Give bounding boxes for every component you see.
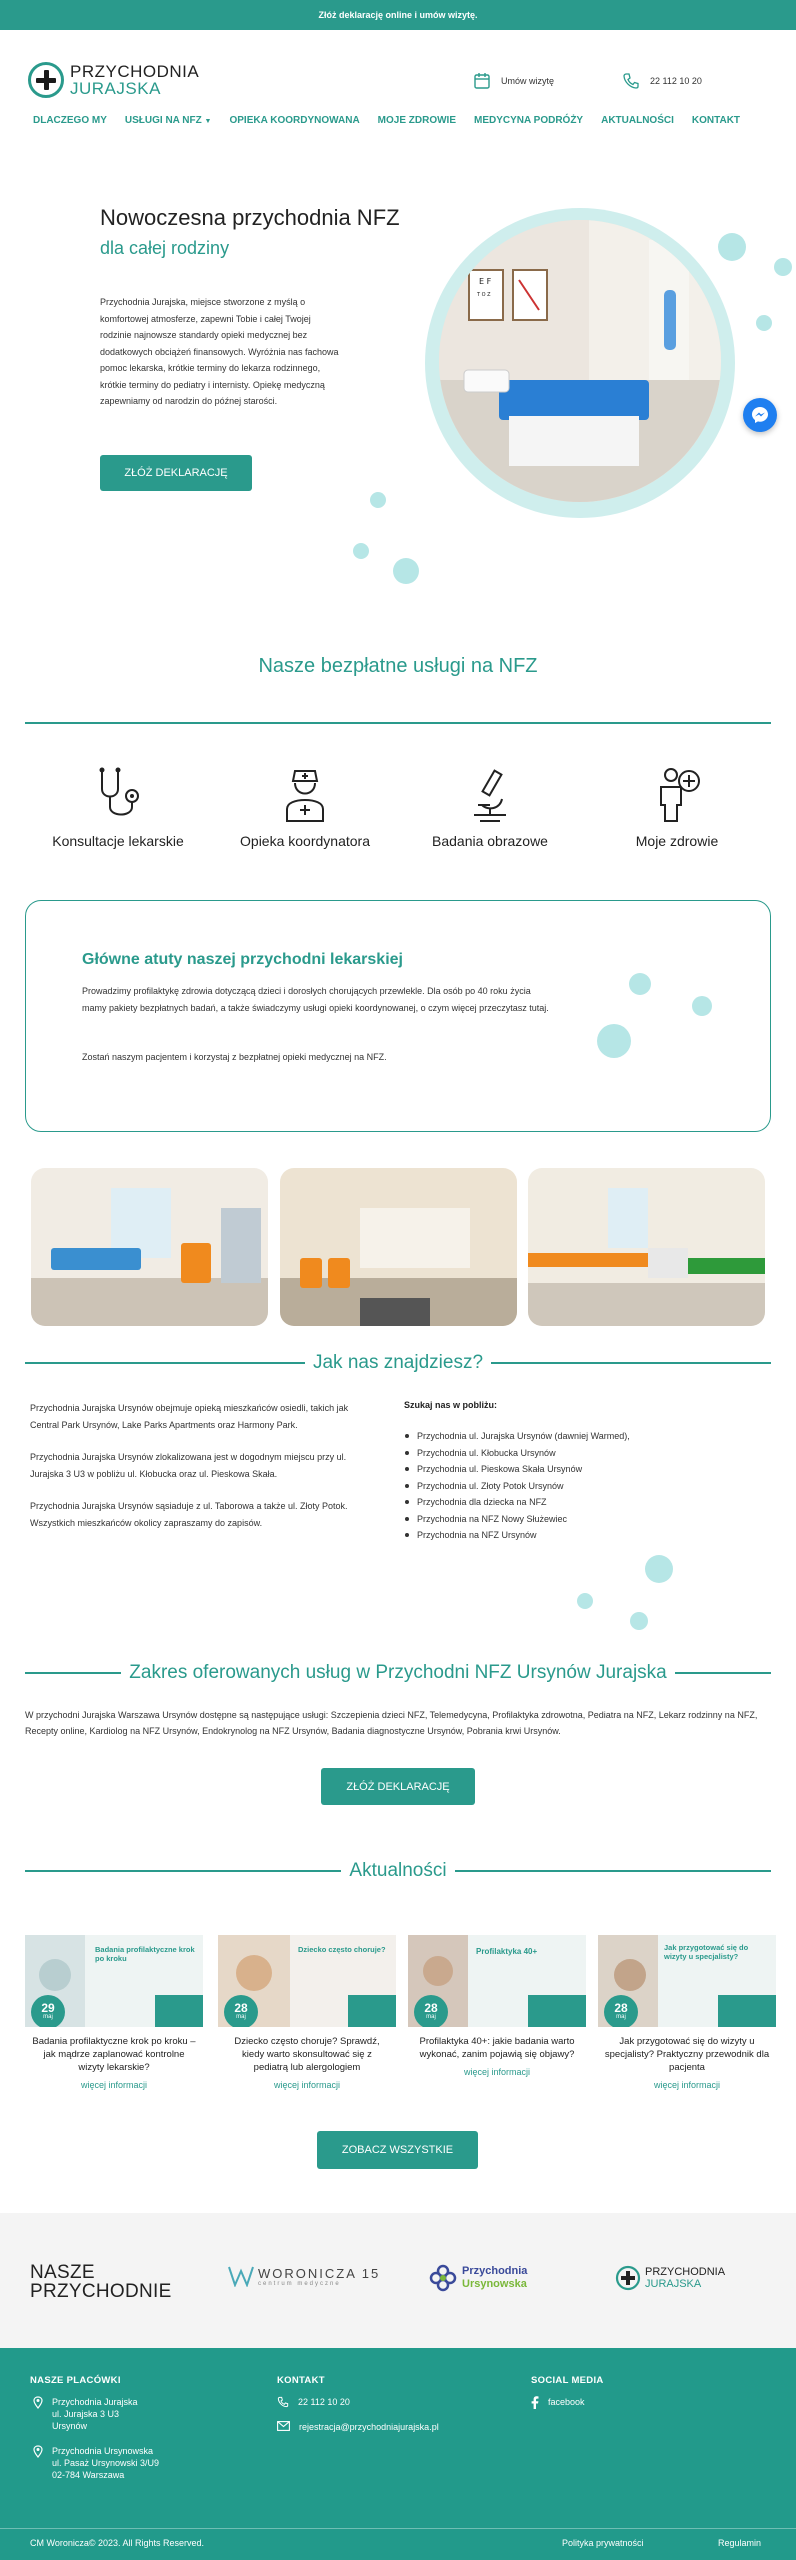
news-more-link[interactable]: więcej informacji — [463, 2067, 531, 2077]
exam-room-illustration — [439, 220, 721, 502]
microscope-icon — [460, 765, 520, 823]
hero-clinic-photo — [425, 208, 735, 518]
main-nav — [33, 115, 758, 126]
news-thumb-title: Jak przygotować się do wizyty u specjalisty? — [664, 1943, 749, 1961]
facebook-icon — [531, 2396, 539, 2409]
decor-bubble — [630, 1612, 648, 1630]
phone-icon — [622, 72, 640, 90]
footer-divider — [0, 2528, 796, 2529]
service-imaging[interactable] — [405, 765, 575, 849]
appointment-label: Umów wizytę — [501, 76, 555, 86]
chevron-down-icon: ▼ — [204, 118, 212, 125]
location-heading — [0, 1352, 796, 1374]
woronicza-sub: centrum medyczne — [258, 2280, 341, 2287]
news-day: 28 — [614, 2001, 628, 2015]
place-1-name: Przychodnia Jurajska — [52, 2397, 138, 2407]
news-more-link[interactable]: więcej informacji — [273, 2080, 341, 2090]
list-item: Przychodnia na NFZ Nowy Służewiec — [404, 1511, 630, 1528]
location-text-3: Przychodnia Jurajska Ursynów sąsiaduje z ul. Taborowa a także ul. Złoty Potok. Wszystkich mieszkańców okolicy zapraszamy do zapisów. — [30, 1501, 348, 1528]
advantages-text: Prowadzimy profilaktykę zdrowia dotyczącą dzieci i dorosłych chorujących przewlekle. Dla osób po 40 roku życia mamy pakiety bezpłatnych badań, a także świadczymy usługi opieki koordynowanej, o czym więcej przeczytasz tutaj. — [82, 986, 549, 1013]
location-text-1: Przychodnia Jurajska Ursynów obejmuje opieką mieszkańców osiedli, takich jak Central Park Ursynów, Lake Parks Apartments oraz Harmony Park. — [30, 1403, 349, 1430]
news-month: maj — [43, 2014, 53, 2020]
list-item: Przychodnia ul. Jurajska Ursynów (dawniej Warmed), — [404, 1428, 630, 1445]
location-title: Jak nas znajdziesz? — [312, 1352, 484, 1373]
news-month: maj — [616, 2014, 626, 2020]
service-label: Opieka koordynatora — [240, 833, 370, 849]
messenger-chat-button[interactable] — [743, 398, 777, 432]
service-my-health[interactable] — [592, 765, 762, 849]
news-day: 28 — [234, 2001, 248, 2015]
footer-facebook-link[interactable] — [531, 2396, 585, 2409]
woronicza-logo[interactable] — [228, 2265, 380, 2287]
svg-text:T O Z: T O Z — [477, 292, 491, 298]
service-label: Badania obrazowe — [432, 833, 548, 849]
advantages-title: Główne atuty naszej przychodni lekarskiej — [82, 951, 403, 968]
top-announcement-bar[interactable] — [0, 0, 796, 30]
decor-bubble — [393, 558, 419, 584]
woronicza-name: WORONICZA 15 — [258, 2265, 381, 2281]
privacy-policy-link[interactable]: Polityka prywatności — [562, 2538, 644, 2548]
hero-description: Przychodnia Jurajska, miejsce stworzone z myślą o komfortowej atmosferze, zapewni Tobie i całej Twojej rodzinie najnowsze standardy opieki medycznej bez dodatkowych obciążeń finansowych. Wyróżnia nas fachowa pomoc lekarska, krótkie terminy do lekarza rodzinnego, krótkie terminy do pediatry i internisty. Opiekę medyczną zapewniamy od narodzin do późnej starości. — [100, 297, 339, 406]
list-item: Przychodnia ul. Złoty Potok Ursynów — [404, 1478, 630, 1495]
advantages-cta-text: Zostań naszym pacjentem i korzystaj z bezpłatnej opieki medycznej na NFZ. — [82, 1052, 387, 1062]
nav-item-uslugi-label: USŁUGI NA NFZ — [124, 115, 202, 126]
service-label: Konsultacje lekarskie — [52, 833, 184, 849]
service-coordinator[interactable] — [220, 765, 390, 849]
declaration-button-2[interactable]: ZŁÓŻ DEKLARACJĘ — [321, 1768, 475, 1805]
news-card-title[interactable]: Profilaktyka 40+: jakie badania warto wykonać, zanim pojawią się objawy? — [419, 2036, 575, 2060]
header-phone-link[interactable] — [622, 72, 702, 90]
nurse-icon — [275, 765, 335, 823]
news-thumbnail[interactable] — [598, 1935, 776, 2027]
news-card[interactable] — [408, 1935, 586, 2077]
terms-link[interactable]: Regulamin — [718, 2538, 762, 2548]
news-date-badge — [224, 1995, 258, 2027]
ursynowska-flower-icon — [428, 2263, 458, 2293]
messenger-icon — [750, 405, 770, 425]
location-pin-icon — [33, 2396, 43, 2409]
news-card-title[interactable]: Dziecko często choruje? Sprawdź, kiedy warto skonsultować się z pediatrą lub alergologiem — [234, 2036, 380, 2073]
logo-line-1: PRZYCHODNIA — [70, 62, 200, 81]
phone-icon — [277, 2396, 289, 2408]
footer-email-link[interactable] — [277, 2421, 439, 2433]
services-title: Nasze bezpłatne usługi na NFZ — [258, 655, 538, 677]
list-item: Przychodnia ul. Pieskowa Skała Ursynów — [404, 1461, 630, 1478]
location-text-2: Przychodnia Jurajska Ursynów zlokalizowana jest w dogodnym miejscu przy ul. Jurajska 3 U3 w pobliżu ul. Kłobucka oraz ul. Pieskowa Skała. — [30, 1452, 347, 1479]
footer-email: rejestracja@przychodniajurajska.pl — [299, 2422, 439, 2432]
nav-item-medycyna-podrozy[interactable]: MEDYCYNA PODRÓŻY — [474, 115, 584, 126]
news-thumb-title: Profilaktyka 40+ — [476, 1947, 538, 1956]
news-date-badge — [604, 1995, 638, 2027]
nav-item-dlaczego-my[interactable]: DLACZEGO MY — [33, 115, 107, 126]
stethoscope-icon — [88, 765, 148, 823]
news-thumbnail[interactable] — [218, 1935, 396, 2027]
news-card[interactable] — [598, 1935, 776, 2090]
news-day: 29 — [41, 2001, 55, 2015]
news-thumbnail[interactable] — [408, 1935, 586, 2027]
our-clinics-line-2: PRZYCHODNIE — [30, 2281, 172, 2302]
news-heading — [0, 1860, 796, 1882]
services-range-heading — [0, 1662, 796, 1684]
news-thumb-title: Badania profilaktyczne krok po kroku — [95, 1945, 195, 1963]
nav-item-kontakt[interactable]: KONTAKT — [691, 115, 741, 126]
see-all-news-button[interactable]: ZOBACZ WSZYSTKIE — [317, 2131, 478, 2169]
news-more-link[interactable]: więcej informacji — [80, 2080, 148, 2090]
footer-place-2[interactable] — [33, 2445, 159, 2481]
decor-bubble — [577, 1593, 593, 1609]
news-title: Aktualności — [349, 1860, 447, 1881]
decor-bubble — [692, 996, 712, 1016]
footer-social-title: SOCIAL MEDIA — [531, 2375, 604, 2386]
envelope-icon — [277, 2421, 290, 2431]
announcement-text[interactable]: Złóż deklarację online i umów wizytę. — [318, 10, 478, 20]
nav-item-aktualnosci[interactable]: AKTUALNOŚCI — [601, 115, 674, 126]
nav-item-opieka-koordynowana[interactable]: OPIEKA KOORDYNOWANA — [229, 115, 360, 126]
place-2-name: Przychodnia Ursynowska — [52, 2446, 154, 2456]
news-thumb-title: Dziecko często choruje? — [298, 1945, 386, 1954]
logo-line-2: JURAJSKA — [70, 79, 161, 98]
decor-bubble — [756, 315, 772, 331]
jurajska-partner-line-1: PRZYCHODNIA — [645, 2266, 726, 2278]
footer-contact-title: KONTAKT — [277, 2375, 325, 2386]
calendar-icon — [473, 72, 491, 90]
place-1-street: ul. Jurajska 3 U3 — [52, 2409, 120, 2419]
partner-clinics-strip — [0, 2213, 796, 2348]
decor-bubble — [597, 1024, 631, 1058]
woronicza-w-icon — [228, 2265, 254, 2287]
nav-item-moje-zdrowie[interactable]: MOJE ZDROWIE — [377, 115, 457, 126]
place-2-street: ul. Pasaż Ursynowski 3/U9 — [52, 2458, 160, 2468]
footer-place-1[interactable] — [33, 2396, 138, 2432]
hero-title: Nowoczesna przychodnia NFZ — [100, 205, 400, 230]
copyright: CM Woronicza© 2023. All Rights Reserved. — [30, 2538, 205, 2548]
jurajska-partner-logo[interactable] — [615, 2265, 725, 2291]
medical-cross-icon — [28, 62, 64, 98]
service-consultations[interactable] — [33, 765, 203, 849]
decor-bubble — [774, 258, 792, 276]
news-thumbnail[interactable] — [25, 1935, 203, 2027]
appointment-link[interactable] — [473, 72, 554, 90]
facebook-label: facebook — [548, 2397, 585, 2407]
jurajska-partner-line-2: JURAJSKA — [645, 2278, 702, 2290]
news-day: 28 — [424, 2001, 438, 2015]
list-item: Przychodnia dla dziecka na NFZ — [404, 1494, 630, 1511]
hero-subtitle: dla całej rodziny — [100, 238, 230, 258]
nav-item-uslugi-nfz[interactable] — [125, 115, 212, 126]
footer-phone-link[interactable] — [277, 2396, 350, 2408]
footer-places-title: NASZE PLACÓWKI — [30, 2375, 121, 2386]
services-range-title: Zakres oferowanych usług w Przychodni NFZ Ursynów Jurajska — [129, 1662, 667, 1683]
news-card-title[interactable]: Jak przygotować się do wizyty u specjalisty? Praktyczny przewodnik dla pacjenta — [604, 2036, 770, 2073]
hero-declaration-button[interactable]: ZŁÓŻ DEKLARACJĘ — [100, 455, 252, 491]
list-item: Przychodnia ul. Kłobucka Ursynów — [404, 1445, 630, 1462]
news-date-badge — [31, 1995, 65, 2027]
place-2-city: 02-784 Warszawa — [52, 2470, 125, 2480]
news-card[interactable] — [25, 1935, 203, 2090]
our-clinics-heading — [30, 2263, 172, 2301]
news-date-badge — [414, 1995, 448, 2027]
decor-bubble — [370, 492, 386, 508]
nearby-list — [404, 1428, 630, 1544]
advantages-box — [25, 900, 771, 1132]
clinic-photo-1 — [31, 1168, 268, 1326]
header-phone: 22 112 10 20 — [650, 76, 702, 86]
place-1-city: Ursynów — [52, 2421, 88, 2431]
decor-bubble — [645, 1555, 673, 1583]
ursynowska-logo[interactable] — [428, 2263, 527, 2293]
ursynowska-line-2: Ursynowska — [462, 2278, 527, 2290]
our-clinics-line-1: NASZE — [30, 2262, 95, 2283]
location-pin-icon — [33, 2445, 43, 2458]
clinic-photo-3 — [528, 1168, 765, 1326]
svg-text:E F: E F — [479, 277, 492, 286]
news-more-link[interactable]: więcej informacji — [653, 2080, 721, 2090]
decor-bubble — [353, 543, 369, 559]
clinic-photo-2 — [280, 1168, 517, 1326]
news-card-title[interactable]: Badania profilaktyczne krok po kroku – jak mądrze zaplanować kontrolne wizyty lekarskie? — [32, 2036, 196, 2073]
news-month: maj — [426, 2014, 436, 2020]
ursynowska-line-1: Przychodnia — [462, 2265, 528, 2277]
patient-health-icon — [647, 765, 707, 823]
site-logo[interactable] — [28, 62, 199, 98]
footer-phone: 22 112 10 20 — [298, 2397, 350, 2407]
nearby-title: Szukaj nas w pobliżu: — [404, 1400, 498, 1410]
site-footer — [0, 2348, 796, 2560]
list-item: Przychodnia na NFZ Ursynów — [404, 1527, 630, 1544]
medical-cross-icon — [615, 2265, 641, 2291]
service-label: Moje zdrowie — [635, 833, 719, 849]
news-month: maj — [236, 2014, 246, 2020]
site-header — [0, 30, 796, 150]
divider — [25, 722, 771, 724]
services-range-text: W przychodni Jurajska Warszawa Ursynów dostępne są następujące usługi: Szczepienia dzieci NFZ, Telemedycyna, Profilaktyka zdrowotna, Pediatra na NFZ, Lekarz rodzinny na NFZ, Recepty online, Kardiolog na NFZ Ursynów, Endokrynolog na NFZ Ursynów, Badania diagnostyczne Ursynów, Pobrania krwi Ursynów. — [25, 1710, 758, 1736]
decor-bubble — [718, 233, 746, 261]
news-card[interactable] — [218, 1935, 396, 2090]
decor-bubble — [629, 973, 651, 995]
